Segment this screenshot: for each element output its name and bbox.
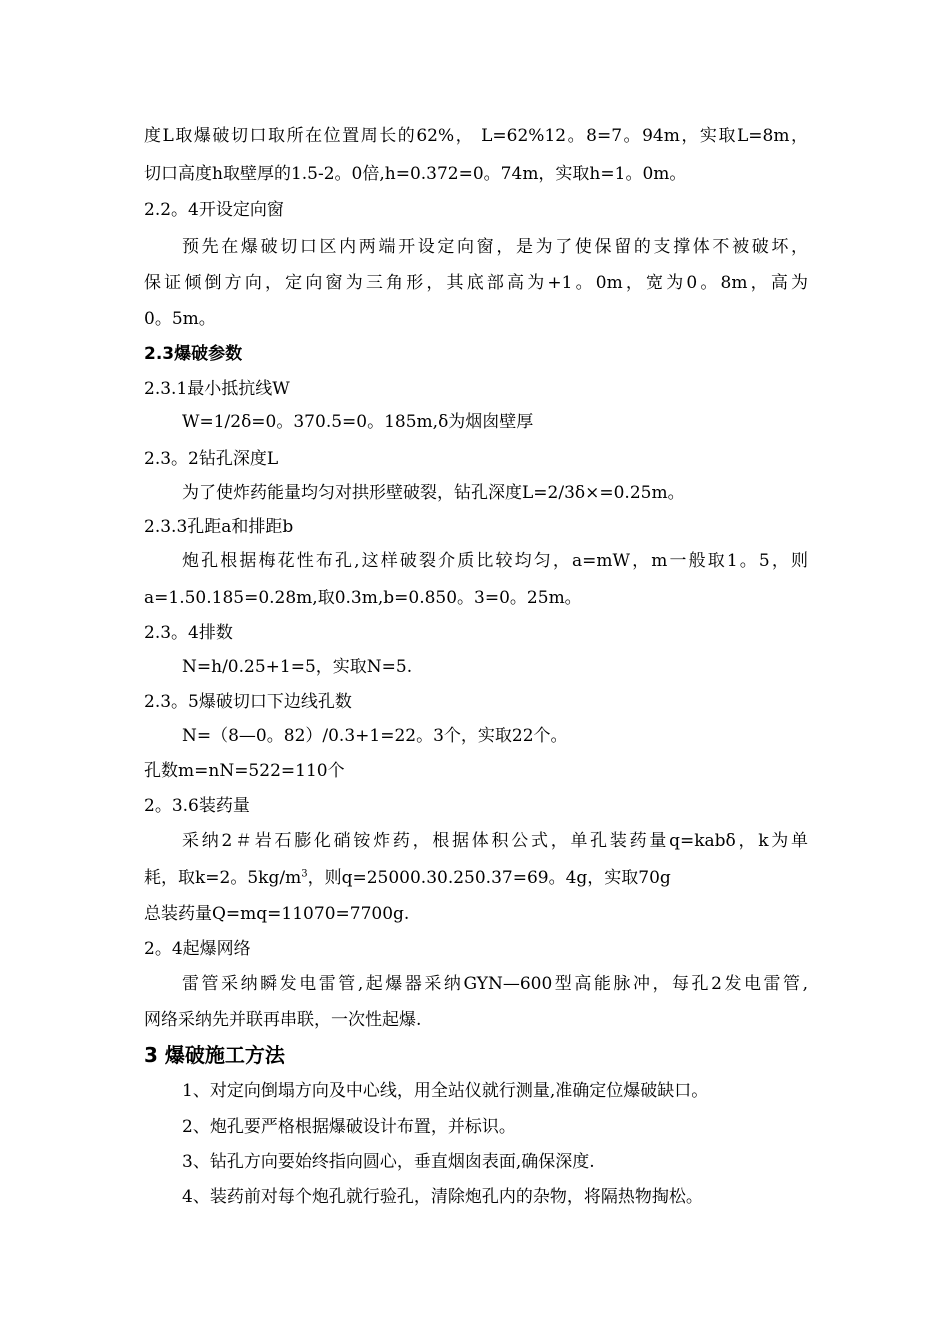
subsection-heading: 2.3.3孔距a和排距b [144,517,294,537]
chapter-heading: 3 爆破施工方法 [144,1043,285,1067]
body-line: 总装药量Q=mq=11070=7700g. [144,904,410,924]
subsection-heading: 2.3。5爆破切口下边线孔数 [144,692,352,712]
subsection-heading: 2。4起爆网络 [144,939,251,959]
superscript: 3 [301,868,308,880]
body-line: 切口高度h取壁厚的1.5-2。0倍,h=0.372=0。74m，实取h=1。0m。 [144,164,687,184]
section-heading: 2.3爆破参数 [144,344,243,364]
body-text: 耗，取k=2。5kg/m [144,868,302,888]
list-item: 2、炮孔要严格根据爆破设计布置，并标识。 [182,1117,516,1137]
body-line: a=1.50.185=0.28m,取0.3m,b=0.850。3=0。25m。 [144,588,582,608]
body-line: N=（8—0。82）/0.3+1=22。3个，实取22个。 [182,726,568,746]
list-item: 1、对定向倒塌方向及中心线，用全站仪就行测量,准确定位爆破缺口。 [182,1081,709,1101]
body-text: ，则q=25000.30.250.37=69。4g，实取70g [307,868,671,888]
subsection-heading: 2.3。2钻孔深度L [144,449,279,469]
subsection-heading: 2.2。4开设定向窗 [144,200,284,220]
body-line: 0。5m。 [144,309,216,329]
body-line: 炮孔根据梅花性布孔,这样破裂介质比较均匀，a=mW，m一般取1。5，则 [182,551,808,571]
list-item: 3、钻孔方向要始终指向圆心，垂直烟囱表面,确保深度. [182,1152,595,1172]
subsection-heading: 2.3.1最小抵抗线W [144,379,290,399]
body-line: N=h/0.25+1=5，实取N=5. [182,657,413,677]
body-line: 度L取爆破切口取所在位置周长的62%， L=62%12。8=7。94m，实取L=8m， [144,126,808,146]
subsection-heading: 2。3.6装药量 [144,796,250,816]
body-line: 孔数m=nN=522=110个 [144,761,345,781]
body-line: 网络采纳先并联再串联，一次性起爆. [144,1010,422,1030]
body-line: 采纳2＃岩石膨化硝铵炸药，根据体积公式，单孔装药量q=kabδ，k为单 [182,831,808,851]
body-line: 保证倾倒方向，定向窗为三角形，其底部高为+1。0m，宽为0。8m，高为 [144,273,808,293]
list-item: 4、装药前对每个炮孔就行验孔，清除炮孔内的杂物，将隔热物掏松。 [182,1187,703,1207]
body-line [144,866,808,890]
body-line: 预先在爆破切口区内两端开设定向窗，是为了使保留的支撑体不被破坏， [182,237,808,257]
body-line: 为了使炸药能量均匀对拱形壁破裂，钻孔深度L=2/3δ×=0.25m。 [182,483,685,503]
body-line: W=1/2δ=0。370.5=0。185m,δ为烟囱壁厚 [182,412,534,432]
body-line: 雷管采纳瞬发电雷管,起爆器采纳GYN—600型高能脉冲，每孔2发电雷管, [182,974,808,994]
subsection-heading: 2.3。4排数 [144,623,233,643]
